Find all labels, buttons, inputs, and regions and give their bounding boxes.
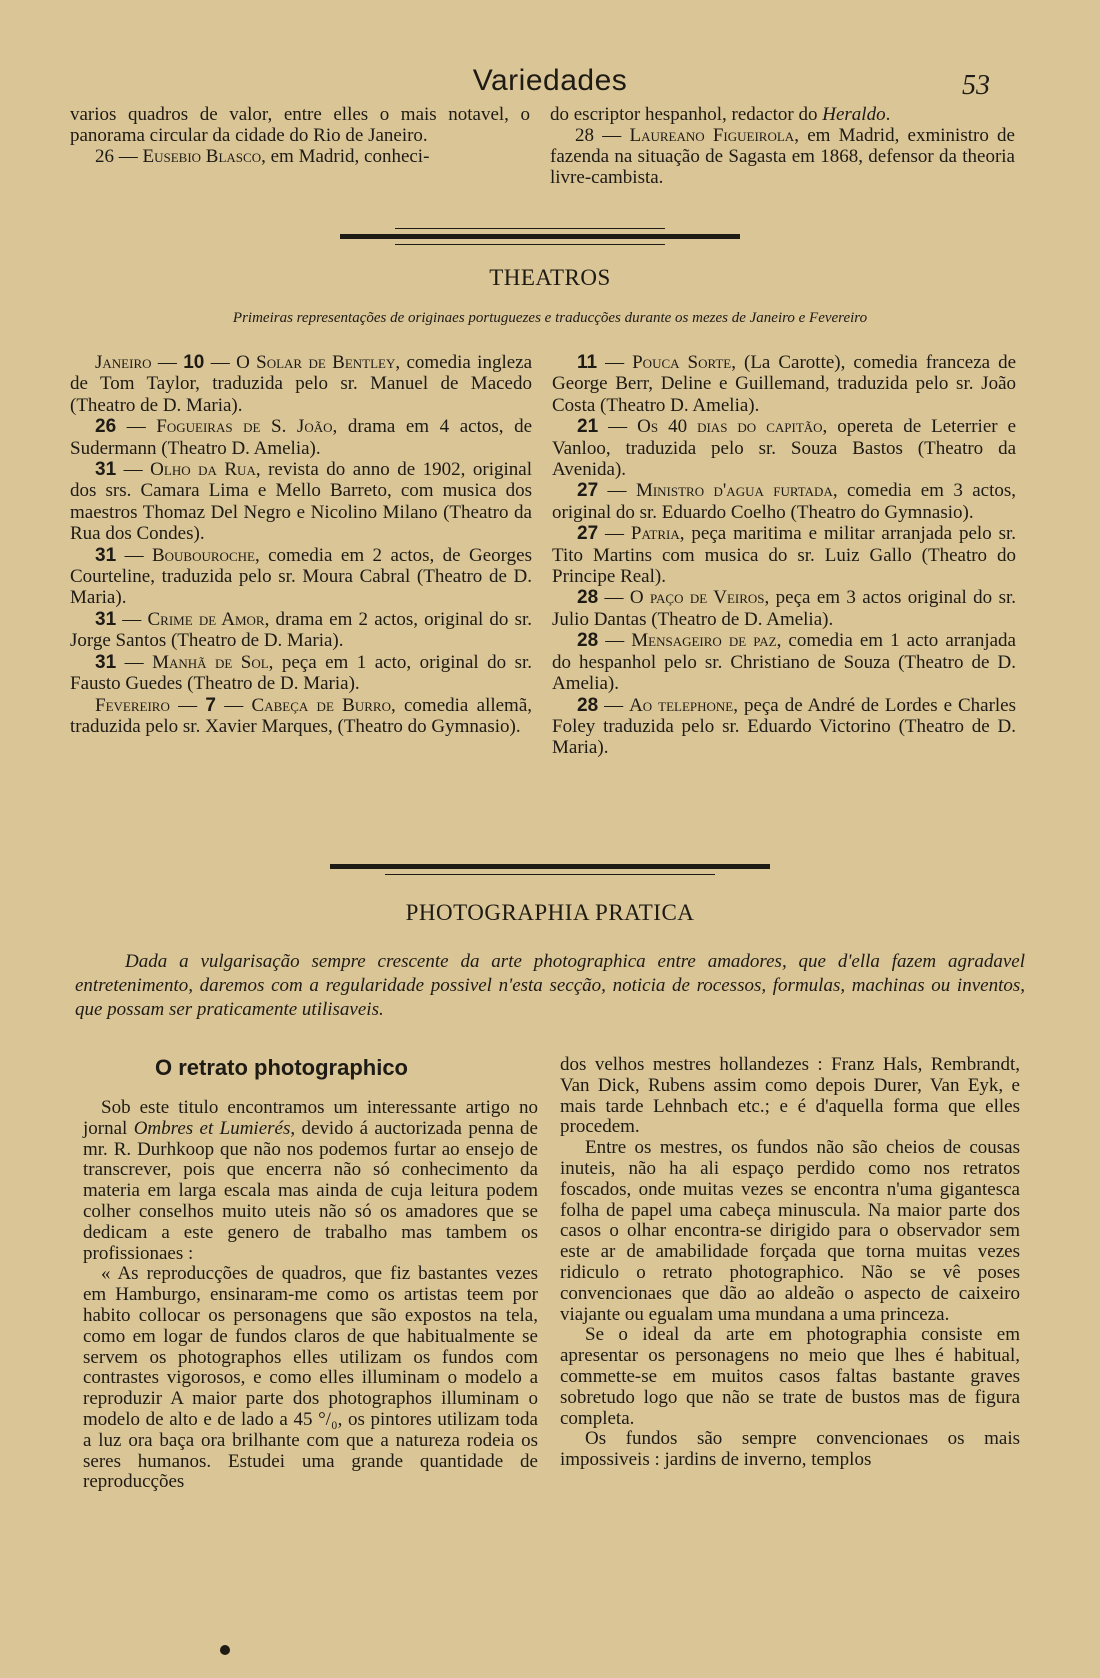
article-right-column (560, 1055, 1020, 1471)
journal-name: Heraldo (822, 104, 886, 125)
entry: 31 — Crime de Amor, drama em 2 actos, original do sr. Jorge Santos (Theatro de D. Maria). (70, 608, 533, 652)
month-label: Fevereiro (95, 694, 170, 716)
play-title: Mensageiro de paz (631, 630, 777, 652)
play-title: Ministro d'agua furtada (635, 480, 833, 502)
play-title: O paço de Veiros (629, 587, 765, 609)
entry: Fevereiro — 7 — Cabeça de Burro, comedia allemã, traduzida pelo sr. Xavier Marques, (Theatro do Gymnasio). (70, 694, 533, 737)
section-title-theatros: THEATROS (489, 265, 611, 290)
paragraph: « As reproducções de quadros, que fiz bastantes vezes em Hamburgo, ensinaram-me como os artistas teem por habito collocar os personagens que são expostos na tela, como em logar de fundos claros de que habitualmente se servem os photographos elles utilizam os fundos com contrastes vigorosos, e como elles illuminam o modelo a reproduzir A maior parte dos photographos illuminam o modelo de alto e de lado a 45 °/₀, os pintores utilizam toda a luz ora baça ora brilhante com que a natureza rodeia os seres humanos. Estudei uma grande quantidade de reproducções (83, 1263, 538, 1493)
entry: Janeiro — 10 — O Solar de Bentley, comedia ingleza de Tom Taylor, traduzida pelo sr. Manuel de Macedo (Theatro de D. Maria). (70, 352, 533, 416)
entry: 31 — Boubouroche, comedia em 2 actos, de Georges Courteline, traduzida pelo sr. Moura Cabral (Theatro de D. Maria). (70, 544, 532, 609)
play-title: Cabeça de Burro (251, 694, 391, 716)
play-title: Os 40 dias do capitão (637, 416, 823, 438)
play-title: O Solar de Bentley (236, 352, 396, 373)
paragraph: 28 — Laureano Figueirola, em Madrid, exministro de fazenda na situação de Sagasta em 1868, defensor da theoria livre-cambista. (550, 125, 1015, 188)
paragraph: Os fundos são sempre convencionaes os mais impossiveis : jardins de inverno, templos (560, 1428, 1020, 1471)
entry: 27 — Patria, peça maritima e militar arranjada pelo sr. Tito Martins com musica do sr. Luiz Gallo (Theatro do Principe Real). (552, 523, 1017, 588)
top-left-column (70, 104, 530, 167)
journal-name: Ombres et Lumierés (133, 1117, 291, 1139)
separator-thin (385, 874, 715, 875)
entry: 26 — Fogueiras de S. João, drama em 4 actos, de Sudermann (Theatro D. Amelia). (70, 416, 533, 459)
article-left-column (83, 1098, 538, 1493)
top-right-column (550, 104, 1015, 188)
play-title: Ao telephone (629, 694, 734, 716)
page-number: 53 (962, 70, 990, 101)
theatros-left-column (70, 352, 532, 737)
entry: 11 — Pouca Sorte, (La Carotte), comedia franceza de George Berr, Deline e Guillemand, traduzida pelo sr. João Costa (Theatro D. Amelia). (552, 352, 1016, 416)
paragraph: Entre os mestres, os fundos não são cheios de cousas inuteis, não ha ali espaço perdido como nos retratos foscados, onde muitas vezes se encontra n'uma gigantesca folha de papel uma cabeça minuscula. Na maior parte dos casos o olhar encontra-se dirigido para o observador sem este ar de amabilidade forçada que torna muitas vezes ridiculo o retrato photographico. Não se vê poses convencionaes que dão ao aldeão o aspecto de caixeiro viajante ou egualam uma mundana a uma princeza. (560, 1137, 1020, 1325)
month-label: Janeiro (95, 352, 152, 373)
play-title: Boubouroche (151, 544, 255, 566)
entry: 31 — Manhã de Sol, peça em 1 acto, original do sr. Fausto Guedes (Theatro de D. Maria). (70, 651, 533, 695)
person-name: Laureano Figueirola (629, 125, 795, 146)
entry: 28 — Mensageiro de paz, comedia em 1 acto arranjada do hespanhol pelo sr. Christiano de Souza (Theatro de D. Amelia). (552, 630, 1016, 695)
paragraph: varios quadros de valor, entre elles o mais notavel, o panorama circular da cidade do Rio de Janeiro. (70, 104, 530, 146)
section-subtitle: Primeiras representações de originaes portuguezes e traducções durante os mezes de Janeiro e Fevereiro (232, 310, 868, 326)
theatros-right-column (552, 352, 1016, 759)
play-title: Fogueiras de S. João (156, 416, 333, 438)
paragraph: Sob este titulo encontramos um interessante artigo no jornal Ombres et Lumierés, devido á auctorizada penna de mr. R. Durhkoop que não nos podemos furtar ao ensejo de transcrever, pois que encerra não só conhecimento da materia em larga escala mas ainda de cuja leitura podem colher conselhos muito uteis não só os amadores que se dedicam a este genero de trabalho mas tambem os profissionaes : (83, 1097, 538, 1264)
separator-thin (395, 244, 665, 245)
entry: 31 — Olho da Rua, revista do anno de 1902, original dos srs. Camara Lima e Mello Barreto, com musica dos maestros Thomaz Del Negro e Nicolino Milano (Theatro da Rua dos Condes). (70, 459, 532, 545)
paragraph: Se o ideal da arte em photographia consiste em apresentar os personagens no meio que lhes é habitual, commette-se em muitos casos faltas bastante graves sobretudo logo que não se trate de bustos mas de figura completa. (560, 1324, 1020, 1429)
entry: 21 — Os 40 dias do capitão, opereta de Leterrier e Vanloo, traduzida pelo sr. Souza Bastos (Theatro da Avenida). (552, 416, 1017, 481)
entry: 28 — O paço de Veiros, peça em 3 actos original do sr. Julio Dantas (Theatro de D. Amelia). (552, 587, 1016, 630)
decorative-dot (220, 1645, 230, 1655)
running-head: Variedades (472, 64, 628, 97)
paragraph: 26 — Eusebio Blasco, em Madrid, conheci- (95, 146, 430, 167)
separator-thick (330, 864, 770, 869)
section-title-photographia: PHOTOGRAPHIA PRATICA (405, 900, 695, 925)
paragraph: dos velhos mestres hollandezes : Franz Hals, Rembrandt, Van Dick, Rubens assim como depois Durer, Van Eyk, e mais tarde Lehnbach etc.; e é d'aquella forma que elles procedem. (560, 1054, 1020, 1138)
play-title: Patria (630, 523, 680, 545)
separator-thick (340, 234, 740, 239)
entry: 28 — Ao telephone, peça de André de Lordes e Charles Foley traduzida pelo sr. Eduardo Victorino (Theatro de D. Maria). (552, 694, 1016, 759)
separator-thin (395, 228, 665, 229)
article-title: O retrato photographico (155, 1055, 408, 1080)
paragraph: do escriptor hespanhol, redactor do Heraldo. (550, 104, 891, 125)
play-title: Pouca Sorte (632, 352, 732, 373)
play-title: Olho da Rua (150, 459, 256, 481)
play-title: Manhã de Sol (152, 651, 269, 673)
play-title: Crime de Amor (147, 608, 265, 630)
entry: 27 — Ministro d'agua furtada, comedia em 3 actos, original do sr. Eduardo Coelho (Theatro do Gymnasio). (552, 480, 1017, 523)
section-intro: Dada a vulgarisação sempre crescente da arte photographica entre amadores, que d'ella fazem agradavel entretenimento, daremos com a regularidade possivel n'esta secção, noticia de rocessos, formulas, machinas ou inventos, que possam ser praticamente utilisaveis. (75, 951, 1025, 1020)
person-name: Eusebio Blasco (142, 146, 262, 167)
